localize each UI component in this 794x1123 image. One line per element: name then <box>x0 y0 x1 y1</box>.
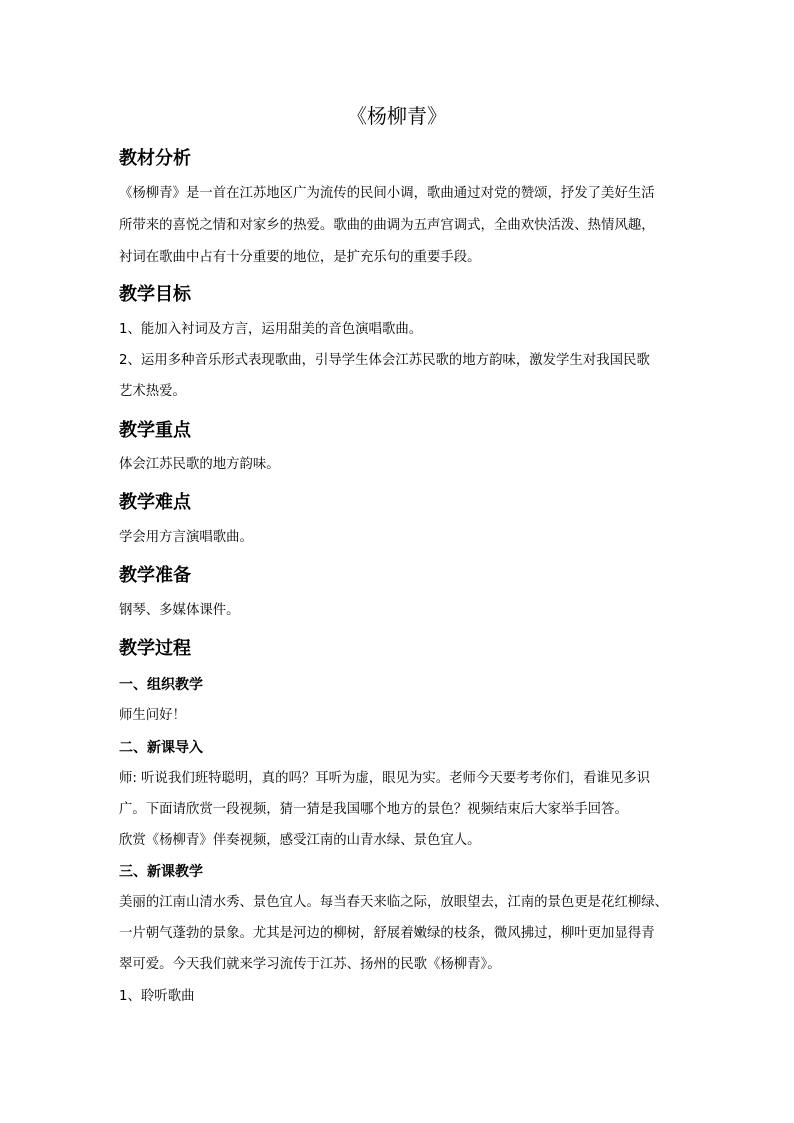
key-points-line-1: 体会江苏民歌的地方韵味。 <box>119 457 280 472</box>
step3-line-1: 美丽的江南山清水秀、景色宜人。每当春天来临之际，放眼望去，江南的景色更是花红柳绿、 <box>119 895 669 910</box>
analysis-line-1: 《杨柳青》是一首在江苏地区广为流传的民间小调，歌曲通过对党的赞颂，抒发了美好生活 <box>119 186 655 201</box>
section-heading-difficulties: 教学难点 <box>119 492 191 513</box>
process-step-heading-1: 一、组织教学 <box>119 677 203 693</box>
section-heading-analysis: 教材分析 <box>119 148 191 169</box>
analysis-line-2: 所带来的喜悦之情和对家乡的热爱。歌曲的曲调为五声宫调式，全曲欢快活泼、热情风趣， <box>119 218 655 233</box>
step2-line-2: 广。下面请欣赏一段视频，猜一猜是我国哪个地方的景色？视频结束后大家举手回答。 <box>119 802 628 817</box>
document-title: 《杨柳青》 <box>347 104 447 128</box>
goals-line-3: 艺术热爱。 <box>119 384 186 399</box>
process-step-heading-2: 二、新课导入 <box>119 740 203 756</box>
section-heading-key-points: 教学重点 <box>119 420 191 441</box>
preparation-line-1: 钢琴、多媒体课件。 <box>119 603 240 618</box>
step3-line-4: 1、聆听歌曲 <box>119 989 195 1004</box>
section-heading-preparation: 教学准备 <box>119 565 191 586</box>
step3-line-3: 翠可爱。今天我们就来学习流传于江苏、扬州的民歌《杨柳青》。 <box>119 957 501 972</box>
goals-line-1: 1、能加入衬词及方言，运用甜美的音色演唱歌曲。 <box>119 322 423 337</box>
section-heading-goals: 教学目标 <box>119 284 191 305</box>
process-step-heading-3: 三、新课教学 <box>119 864 203 880</box>
section-heading-process: 教学过程 <box>119 638 191 659</box>
goals-line-2: 2、运用多种音乐形式表现歌曲，引导学生体会江苏民歌的地方韵味，激发学生对我国民歌 <box>119 353 650 368</box>
step2-line-1: 师: 听说我们班特聪明，真的吗？耳听为虚，眼见为实。老师今天要考考你们，看谁见多识 <box>119 771 650 786</box>
step1-line-1: 师生问好！ <box>119 708 186 723</box>
difficulties-line-1: 学会用方言演唱歌曲。 <box>119 530 253 545</box>
analysis-line-3: 衬词在歌曲中占有十分重要的地位，是扩充乐句的重要手段。 <box>119 250 481 265</box>
step2-line-3: 欣赏《杨柳青》伴奏视频，感受江南的山青水绿、景色宜人。 <box>119 833 481 848</box>
step3-line-2: 一片朝气蓬勃的景象。尤其是河边的柳树，舒展着嫩绿的枝条，微风拂过，柳叶更加显得青 <box>119 926 655 941</box>
